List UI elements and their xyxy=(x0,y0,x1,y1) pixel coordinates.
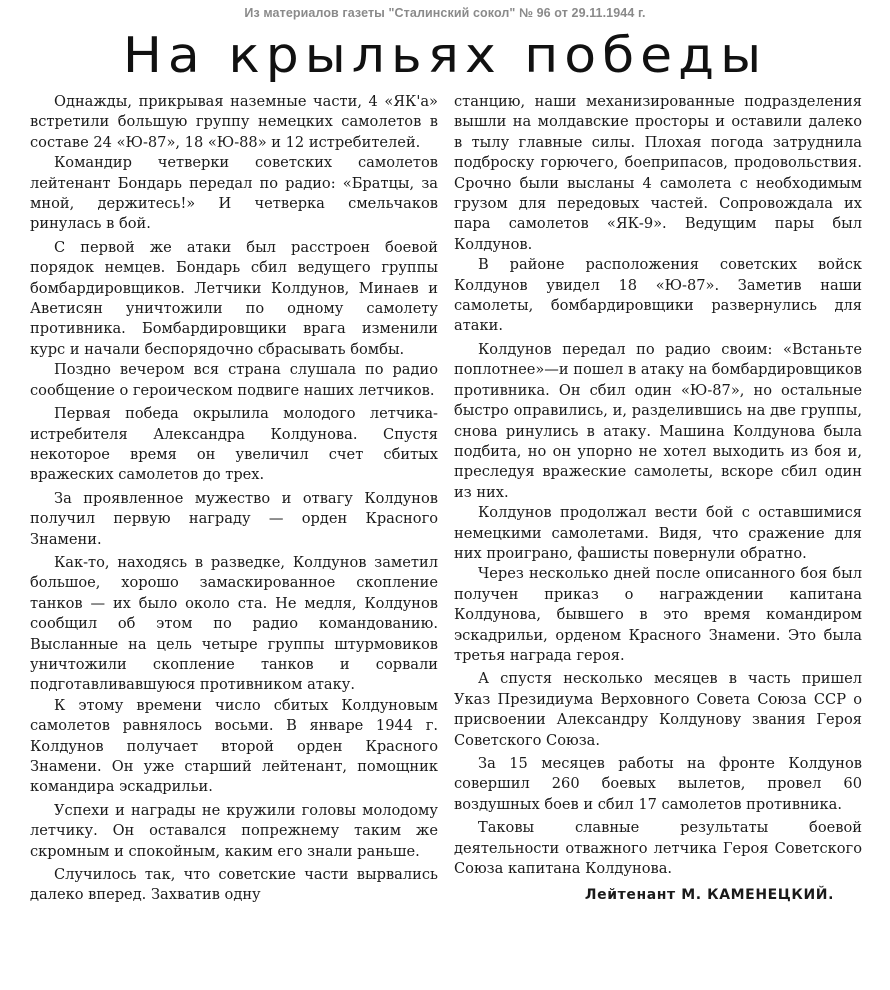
paragraph: Однажды, прикрывая наземные части, 4 «ЯК'а» встретили большую группу немецких самолетов в составе 24 «Ю-87», 18 «Ю-88» и 12 истребителей. xyxy=(30,93,438,151)
author-signature: Лейтенант М. КАМЕНЕЦКИЙ. xyxy=(584,887,834,904)
paragraph: За проявленное мужество и отвагу Колдунов получил первую награду — орден Красного Знамени. xyxy=(30,489,438,548)
article-column-right xyxy=(454,92,862,906)
paragraph: Колдунов передал по радио своим: «Встаньте поплотнее»—и пошел в атаку на бомбардировщиков противника. Он сбил один «Ю-87», но остальные быстро оправились, и, разделившись на две группы, снова ринулись в атаку. Машина Колдунова была подбита, но он упорно не хотел выходить из боя и, преследуя вражеские самолеты, вскоре сбил один из них. xyxy=(454,340,862,501)
paragraph-continued: станцию, наши механизированные подразделения вышли на молдавские просторы и оставили далеко в тылу главные силы. Плохая погода затруднила подброску горючего, боеприпасов, продовольствия. Срочно были высланы 4 самолета с необходимым грузом для передовых частей. Сопровождала их пара самолетов «ЯК-9». Ведущим пары был Колдунов. xyxy=(454,93,862,253)
paragraph: Колдунов продолжал вести бой с оставшимися немецкими самолетами. Видя, что сражение для них проиграно, фашисты повернули обратно. xyxy=(454,504,862,562)
paragraph: Таковы славные результаты боевой деятельности отважного летчика Героя Советского Союза капитана Колдунова. xyxy=(454,819,862,878)
article-headline: На крыльях победы xyxy=(122,27,768,85)
paragraph: К этому времени число сбитых Колдуновым самолетов равнялось восьми. В январе 1944 г. Колдунов получает второй орден Красного Знамени. Он уже старший лейтенант, помощник командира эскадрильи. xyxy=(30,696,438,796)
paragraph: Первая победа окрылила молодого летчика-истребителя Александра Колдунова. Спустя некоторое время он увеличил счет сбитых вражеских самолетов до трех. xyxy=(30,405,438,484)
article-column-left xyxy=(30,92,438,906)
paragraph: А спустя несколько месяцев в часть пришел Указ Президиума Верховного Совета Союза ССР о присвоении Александру Колдунову звания Героя Советского Союза. xyxy=(454,670,862,749)
paragraph: Командир четверки советских самолетов лейтенант Бондарь передал по радио: «Братцы, за мной, держитесь!» И четверка смельчаков ринулась в бой. xyxy=(30,154,438,233)
paragraph: За 15 месяцев работы на фронте Колдунов совершил 260 боевых вылетов, провел 60 воздушных боев и сбил 17 самолетов противника. xyxy=(454,755,862,813)
paragraph: Случилось так, что советские части вырвались далеко вперед. Захватив одну xyxy=(30,866,438,904)
paragraph: В районе расположения советских войск Колдунов увидел 18 «Ю-87». Заметив наши самолеты, бомбардировщики развернулись для атаки. xyxy=(454,256,862,335)
paragraph: Успехи и награды не кружили головы молодому летчику. Он оставался попрежнему таким же скромным и спокойным, каким его знали раньше. xyxy=(30,801,438,860)
source-caption: Из материалов газеты "Сталинский сокол" № 96 от 29.11.1944 г. xyxy=(244,6,646,20)
paragraph: Поздно вечером вся страна слушала по радио сообщение о героическом подвиге наших летчиков. xyxy=(30,361,438,399)
paragraph: С первой же атаки был расстроен боевой порядок немцев. Бондарь сбил ведущего группы бомбардировщиков. Летчики Колдунов, Минаев и Аветисян уничтожили по одному самолету противника. Бомбардировщики врага изменили курс и начали беспорядочно сбрасывать бомбы. xyxy=(30,238,438,358)
paragraph: Как-то, находясь в разведке, Колдунов заметил большое, хорошо замаскированное скопление танков — их было около ста. Не медля, Колдунов сообщил об этом по радио командованию. Высланные на цель четыре группы штурмовиков уничтожили скопление танков и сорвали подготавливавшуюся противником атаку. xyxy=(30,553,438,694)
paragraph: Через несколько дней после описанного боя был получен приказ о награждении капитана Колдунова, бывшего в это время командиром эскадрильи, орденом Красного Знамени. Это была третья награда героя. xyxy=(454,565,862,664)
